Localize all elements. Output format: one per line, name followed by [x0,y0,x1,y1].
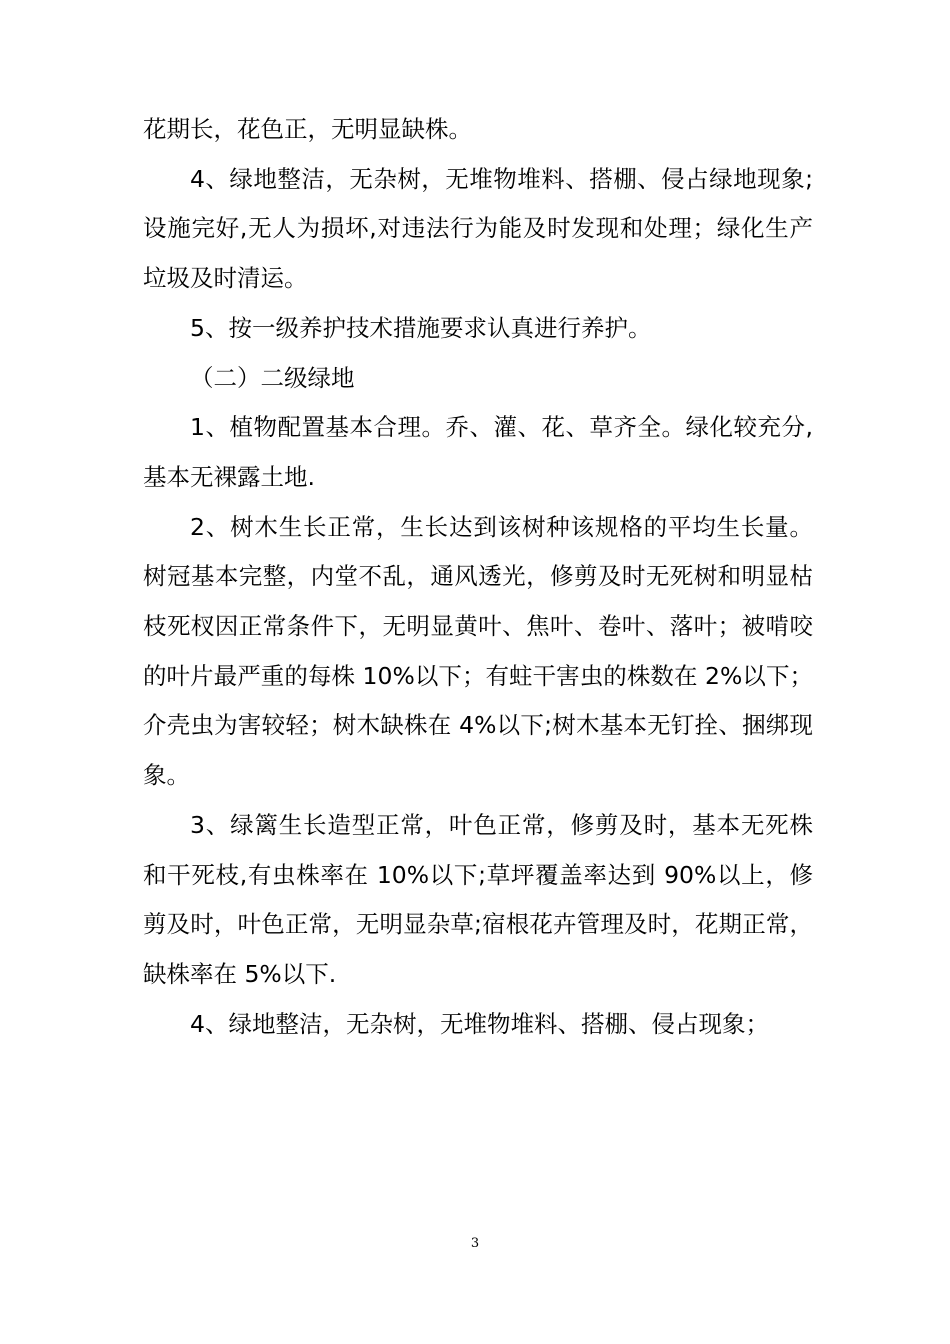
paragraph: 5、按一级养护技术措施要求认真进行养护。 [190,313,652,342]
paragraph: 1、植物配置基本合理。乔、灌、花、草齐全。绿化较充分,基本无裸露土地. [143,413,813,491]
paragraph: 花期长，花色正，无明显缺株。 [143,115,472,143]
paragraph: 4、绿地整洁，无杂树，无堆物堆料、搭棚、侵占现象； [190,1009,769,1038]
paragraph: 2、树木生长正常，生长达到该树种该规格的平均生长量。树冠基本完整，内堂不乱，通风透光，修剪及时无死树和明显枯枝死杈因正常条件下，无明显黄叶、焦叶、卷叶、落叶；被啃咬的叶片最严重的每株 10%以下；有蛀干害虫的株数在 2%以下；介壳虫为害较轻；树木缺株在 4%以下;树木基本无钉拴、捆绑现象。 [143,512,813,790]
paragraph: 4、绿地整洁，无杂树，无堆物堆料、搭棚、侵占绿地现象;设施完好,无人为损坏,对违法行为能及时发现和处理；绿化生产垃圾及时清运。 [143,164,813,293]
section-heading: （二）二级绿地 [190,363,355,392]
paragraph: 3、绿篱生长造型正常，叶色正常，修剪及时，基本无死株和干死枝,有虫株率在 10%以下;草坪覆盖率达到 90%以上，修剪及时，叶色正常，无明显杂草;宿根花卉管理及时，花期正常，缺株率在 5%以下. [143,810,813,988]
body-text [143,105,813,1049]
page-number: 3 [470,1236,480,1251]
